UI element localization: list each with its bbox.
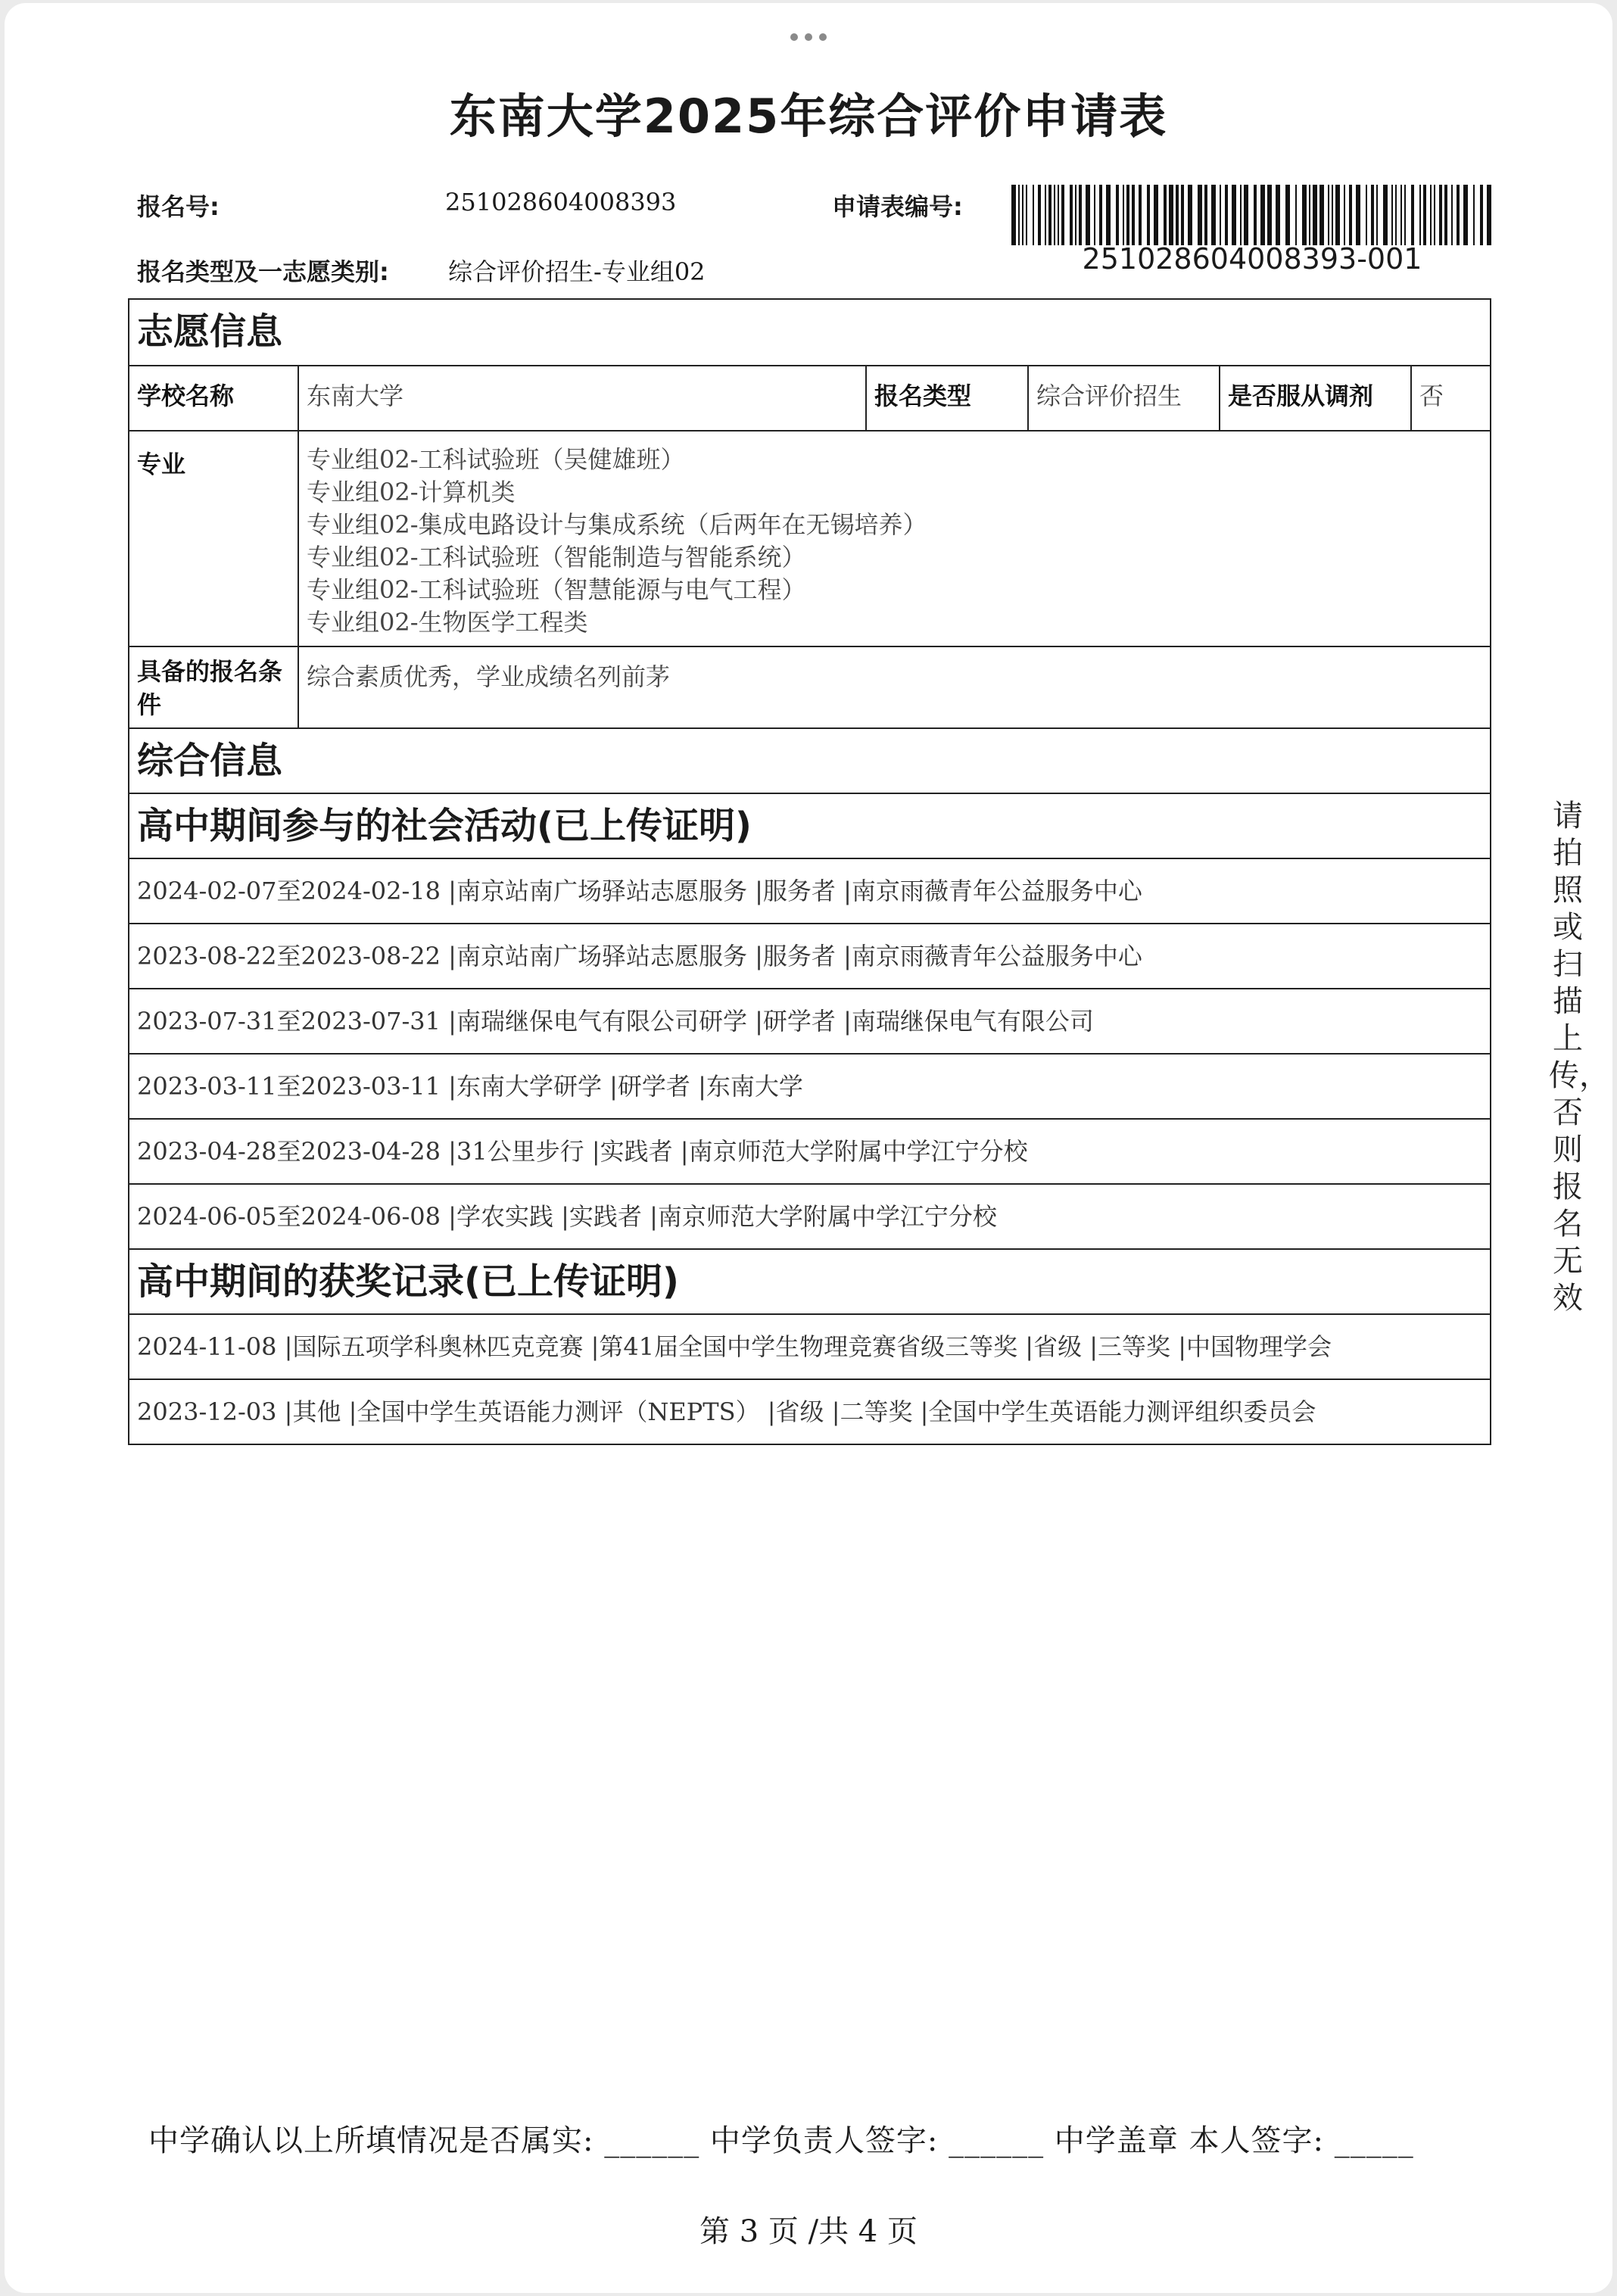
barcode-bar bbox=[1411, 185, 1414, 245]
activity-row: 2024-06-05至2024-06-08 |学农实践 |实践者 |南京师范大学附属中学江宁分校 bbox=[129, 1183, 1490, 1248]
barcode-bar bbox=[1319, 185, 1324, 245]
barcode-bar bbox=[1198, 185, 1202, 245]
reg-type-value: 综合评价招生-专业组02 bbox=[448, 257, 706, 286]
side-upload-note: 请拍照或扫描上传，否则报名无效 bbox=[1549, 799, 1609, 1316]
barcode-bar bbox=[1430, 185, 1432, 245]
barcode-bar bbox=[1439, 185, 1442, 245]
barcode-bar bbox=[1079, 185, 1082, 245]
barcode-bar bbox=[1054, 185, 1055, 245]
major-item: 专业组02-工科试验班（智慧能源与电气工程） bbox=[307, 575, 806, 604]
barcode-bar bbox=[1295, 185, 1297, 245]
barcode-bar bbox=[1328, 185, 1329, 245]
barcode-bar bbox=[1383, 185, 1388, 245]
barcode-bar bbox=[1260, 185, 1265, 245]
activity-row: 2023-08-22至2023-08-22 |南京站南广场驿站志愿服务 |服务者 |南京雨薇青年公益服务中心 bbox=[129, 923, 1490, 988]
barcode-bar bbox=[1126, 185, 1129, 245]
barcode-bar bbox=[1094, 185, 1095, 245]
adjust-label: 是否服从调剂 bbox=[1219, 366, 1410, 430]
condition-label: 具备的报名条件 bbox=[137, 657, 283, 719]
activity-row: 2023-03-11至2023-03-11 |东南大学研学 |研学者 |东南大学 bbox=[129, 1053, 1490, 1118]
barcode-bar bbox=[1371, 185, 1374, 245]
barcode-bar bbox=[1240, 185, 1242, 245]
award-row: 2023-12-03 |其他 |全国中学生英语能力测评（NEPTS） |省级 |二等奖 |全国中学生英语能力测评组织委员会 bbox=[129, 1379, 1490, 1444]
aspiration-row bbox=[129, 365, 1490, 430]
adjust-value: 否 bbox=[1410, 366, 1490, 430]
major-item: 专业组02-工科试验班（吴健雄班） bbox=[307, 445, 685, 474]
major-label: 专业 bbox=[137, 450, 186, 478]
barcode-bar bbox=[1147, 185, 1150, 245]
barcode-bar bbox=[1038, 185, 1041, 245]
barcode-bar bbox=[1463, 185, 1468, 245]
major-item: 专业组02-生物医学工程类 bbox=[307, 608, 588, 637]
barcode-bar bbox=[1451, 185, 1453, 245]
barcode-bar bbox=[1356, 185, 1360, 245]
barcode-bar bbox=[1473, 185, 1475, 245]
section-activities: 高中期间参与的社会活动(已上传证明) bbox=[129, 793, 1490, 858]
barcode-bar bbox=[1139, 185, 1142, 245]
barcode-bar bbox=[1254, 185, 1257, 245]
barcode-bar bbox=[1154, 185, 1158, 245]
barcode-number: 251028604008393-001 bbox=[1082, 242, 1422, 276]
barcode-bar bbox=[1244, 185, 1248, 245]
condition-value: 综合素质优秀，学业成绩名列前茅 bbox=[298, 647, 1490, 727]
barcode-bar bbox=[1164, 185, 1167, 245]
barcode-bar bbox=[1099, 185, 1102, 245]
award-row: 2024-11-08 |国际五项学科奥林匹克竞赛 |第41届全国中学生物理竞赛省级三等奖 |省级 |三等奖 |中国物理学会 bbox=[129, 1313, 1490, 1379]
section-aspiration: 志愿信息 bbox=[137, 310, 283, 353]
barcode-bar bbox=[1070, 185, 1073, 245]
major-item: 专业组02-集成电路设计与集成系统（后两年在无锡培养） bbox=[307, 510, 927, 539]
barcode-bar bbox=[1026, 185, 1027, 245]
footer-confirmation: 中学确认以上所填情况是否属实: ______ 中学负责人签字: ______ 中学盖章 本人签字: _____ bbox=[148, 2123, 1414, 2158]
barcode-bar bbox=[1188, 185, 1192, 245]
barcode-bar bbox=[1267, 185, 1272, 245]
more-options-icon[interactable] bbox=[790, 33, 827, 41]
barcode-bar bbox=[1395, 185, 1397, 245]
barcode-bar bbox=[1419, 185, 1421, 245]
barcode-bar bbox=[1376, 185, 1378, 245]
school-label: 学校名称 bbox=[137, 382, 235, 410]
school-value: 东南大学 bbox=[298, 366, 865, 430]
barcode-bar bbox=[1335, 185, 1340, 245]
barcode-bar bbox=[1313, 185, 1317, 245]
barcode-bar bbox=[1232, 185, 1236, 245]
reg-type-label: 报名类型及一志愿类别: bbox=[137, 257, 389, 286]
barcode-bar bbox=[1018, 185, 1020, 245]
page-title: 东南大学2025年综合评价申请表 bbox=[449, 89, 1168, 144]
barcode-bar bbox=[1404, 185, 1406, 245]
reg-type-cell-value: 综合评价招生 bbox=[1027, 366, 1219, 430]
barcode-bar bbox=[1487, 185, 1491, 245]
barcode-bar bbox=[1349, 185, 1352, 245]
activity-row: 2024-02-07至2024-02-18 |南京站南广场驿站志愿服务 |服务者 |南京雨薇青年公益服务中心 bbox=[129, 858, 1490, 923]
barcode-bar bbox=[1022, 185, 1023, 245]
barcode-bar bbox=[1058, 185, 1059, 245]
barcode-bar bbox=[1061, 185, 1064, 245]
barcode-bar bbox=[1220, 185, 1221, 245]
activity-row: 2023-07-31至2023-07-31 |南瑞继保电气有限公司研学 |研学者 |南瑞继保电气有限公司 bbox=[129, 988, 1490, 1053]
section-general: 综合信息 bbox=[129, 727, 1490, 793]
barcode-bar bbox=[1204, 185, 1207, 245]
barcode-bar bbox=[1033, 185, 1034, 245]
section-awards: 高中期间的获奖记录(已上传证明) bbox=[129, 1248, 1490, 1313]
barcode-bar bbox=[1344, 185, 1345, 245]
page-number: 第 3 页 /共 4 页 bbox=[699, 2214, 918, 2249]
major-list bbox=[298, 431, 1490, 646]
application-form bbox=[128, 298, 1491, 1445]
condition-row bbox=[129, 646, 1490, 727]
barcode-bar bbox=[1086, 185, 1090, 245]
barcode-image bbox=[1011, 185, 1493, 245]
major-item: 专业组02-计算机类 bbox=[307, 478, 516, 506]
reg-number-label: 报名号: bbox=[137, 192, 220, 221]
activity-row: 2023-04-28至2023-04-28 |31公里步行 |实践者 |南京师范大学附属中学江宁分校 bbox=[129, 1118, 1490, 1183]
barcode-bar bbox=[1400, 185, 1402, 245]
barcode-bar bbox=[1176, 185, 1179, 245]
barcode-bar bbox=[1048, 185, 1052, 245]
barcode-bar bbox=[1045, 185, 1046, 245]
barcode-bar bbox=[1366, 185, 1367, 245]
barcode-bar bbox=[1423, 185, 1426, 245]
barcode-bar bbox=[1285, 185, 1290, 245]
barcode-bar bbox=[1444, 185, 1447, 245]
major-row bbox=[129, 430, 1490, 646]
major-item: 专业组02-工科试验班（智能制造与智能系统） bbox=[307, 543, 806, 572]
barcode-bar bbox=[1457, 185, 1460, 245]
barcode-bar bbox=[1332, 185, 1333, 245]
barcode-bar bbox=[1075, 185, 1076, 245]
barcode-bar bbox=[1169, 185, 1173, 245]
barcode-bar bbox=[1225, 185, 1228, 245]
barcode-bar bbox=[1011, 185, 1016, 245]
form-number-label: 申请表编号: bbox=[832, 192, 963, 221]
barcode-bar bbox=[1116, 185, 1119, 245]
barcode-bar bbox=[1132, 185, 1135, 245]
barcode-bar bbox=[1106, 185, 1111, 245]
barcode-bar bbox=[1181, 185, 1184, 245]
barcode-bar bbox=[1123, 185, 1124, 245]
barcode-bar bbox=[1309, 185, 1310, 245]
barcode-bar bbox=[1302, 185, 1307, 245]
reg-number-value: 251028604008393 bbox=[445, 188, 677, 217]
barcode-bar bbox=[1480, 185, 1483, 245]
document-page bbox=[5, 3, 1612, 2293]
barcode-bar bbox=[1211, 185, 1216, 245]
barcode-bar bbox=[1434, 185, 1435, 245]
barcode-bar bbox=[1391, 185, 1393, 245]
barcode-bar bbox=[1276, 185, 1280, 245]
reg-type-cell-label: 报名类型 bbox=[865, 366, 1027, 430]
